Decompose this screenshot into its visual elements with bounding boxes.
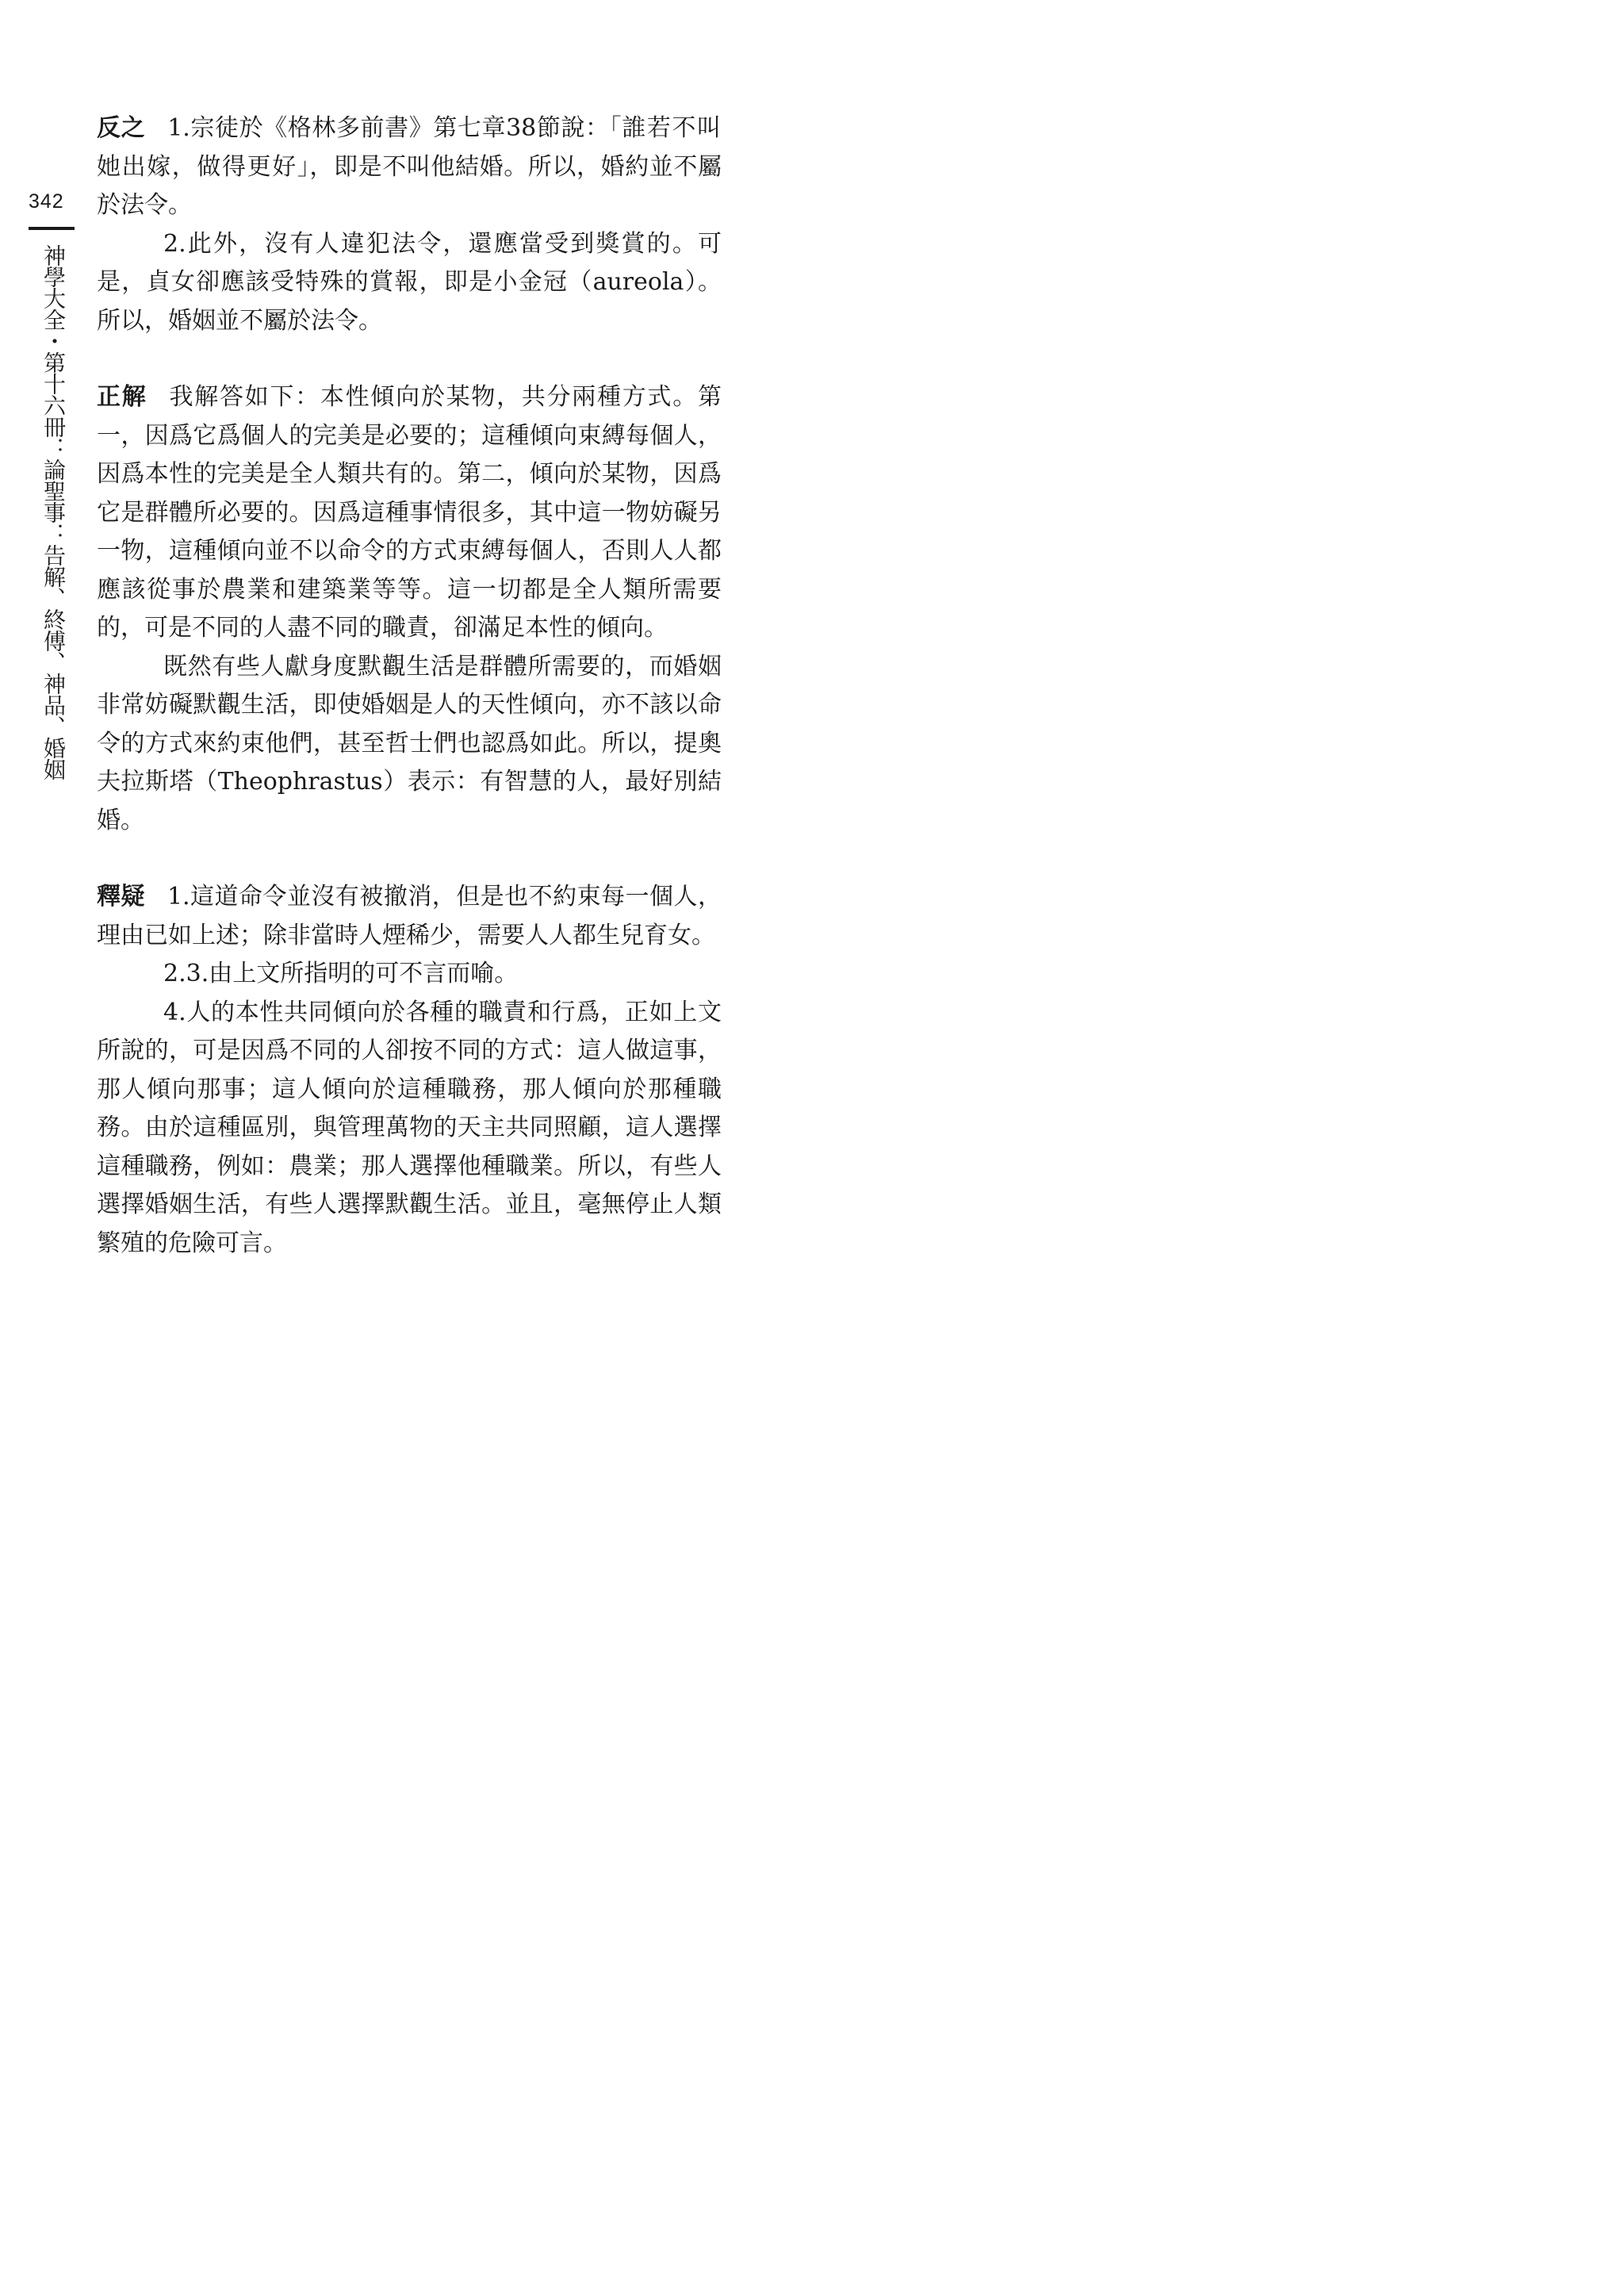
reply-section xyxy=(97,878,722,1263)
answer-text-1: 我解答如下：本性傾向於某物，共分兩種方式。第一，因爲它爲個人的完美是必要的；這種傾向束縛每個人，因爲本性的完美是全人類共有的。第二，傾向於某物，因爲它是群體所必要的。因爲這種事情很多，其中這一物妨礙另一物，這種傾向並不以命令的方式束縛每個人，否則人人都應該從事於農業和建築業等等。這一切都是全人類所需要的，可是不同的人盡不同的職責，卻滿足本性的傾向。 xyxy=(97,383,722,642)
objection-text-a: 1.宗徒於《格林多前書》第七章38節說：「 xyxy=(167,114,622,142)
reply-paragraph-3: 4.人的本性共同傾向於各種的職責和行爲，正如上文所說的，可是因爲不同的人卻按不同的方式：這人做這事，那人傾向那事；這人傾向於這種職務，那人傾向於那種職務。由於這種區別，與管理萬物的天主共同照顧，這人選擇這種職務，例如：農業；那人選擇他種職業。所以，有些人選擇婚姻生活，有些人選擇默觀生活。並且，毫無停止人類繁殖的危險可言。 xyxy=(97,998,722,1257)
objection-label: 反之 xyxy=(97,114,146,142)
book-page xyxy=(0,0,909,1269)
running-head: 神學大全・第十六冊：論聖事：告解、終傅、神品、婚姻 xyxy=(40,244,67,780)
answer-paragraph-1 xyxy=(97,378,722,648)
objection-section xyxy=(97,109,722,340)
reply-text-1: 1.這道命令並沒有被撤消，但是也不約束每一個人，理由已如上述；除非當時人煙稀少，需要人人都生兒育女。 xyxy=(97,883,722,949)
objection-paragraph-2: 2.此外，沒有人違犯法令，還應當受到獎賞的。可是，貞女卻應該受特殊的賞報，即是小金冠（aureola）。所以，婚姻並不屬於法令。 xyxy=(97,229,722,335)
reply-paragraph-2: 2.3.由上文所指明的可不言而喻。 xyxy=(163,960,519,987)
objection-paragraph-1 xyxy=(97,109,722,225)
main-text xyxy=(97,109,722,1263)
margin-rule xyxy=(29,227,75,230)
page-number: 342 xyxy=(29,190,64,213)
reply-paragraph-1 xyxy=(97,878,722,955)
answer-paragraph-2: 既然有些人獻身度默觀生活是群體所需要的，而婚姻非常妨礙默觀生活，即使婚姻是人的天性傾向，亦不該以命令的方式來約束他們，甚至哲士們也認爲如此。所以，提奧夫拉斯塔（Theophrastus）表示：有智慧的人，最好別結婚。 xyxy=(97,652,722,834)
answer-label: 正解 xyxy=(97,383,147,411)
reply-label: 釋疑 xyxy=(97,883,145,911)
answer-section xyxy=(97,378,722,840)
scripture-quote: 誰若不叫她出嫁，做得更好 xyxy=(97,114,722,181)
objection-text-b: 」，即是不叫他結婚。所以，婚約並不屬於法令。 xyxy=(97,152,722,219)
